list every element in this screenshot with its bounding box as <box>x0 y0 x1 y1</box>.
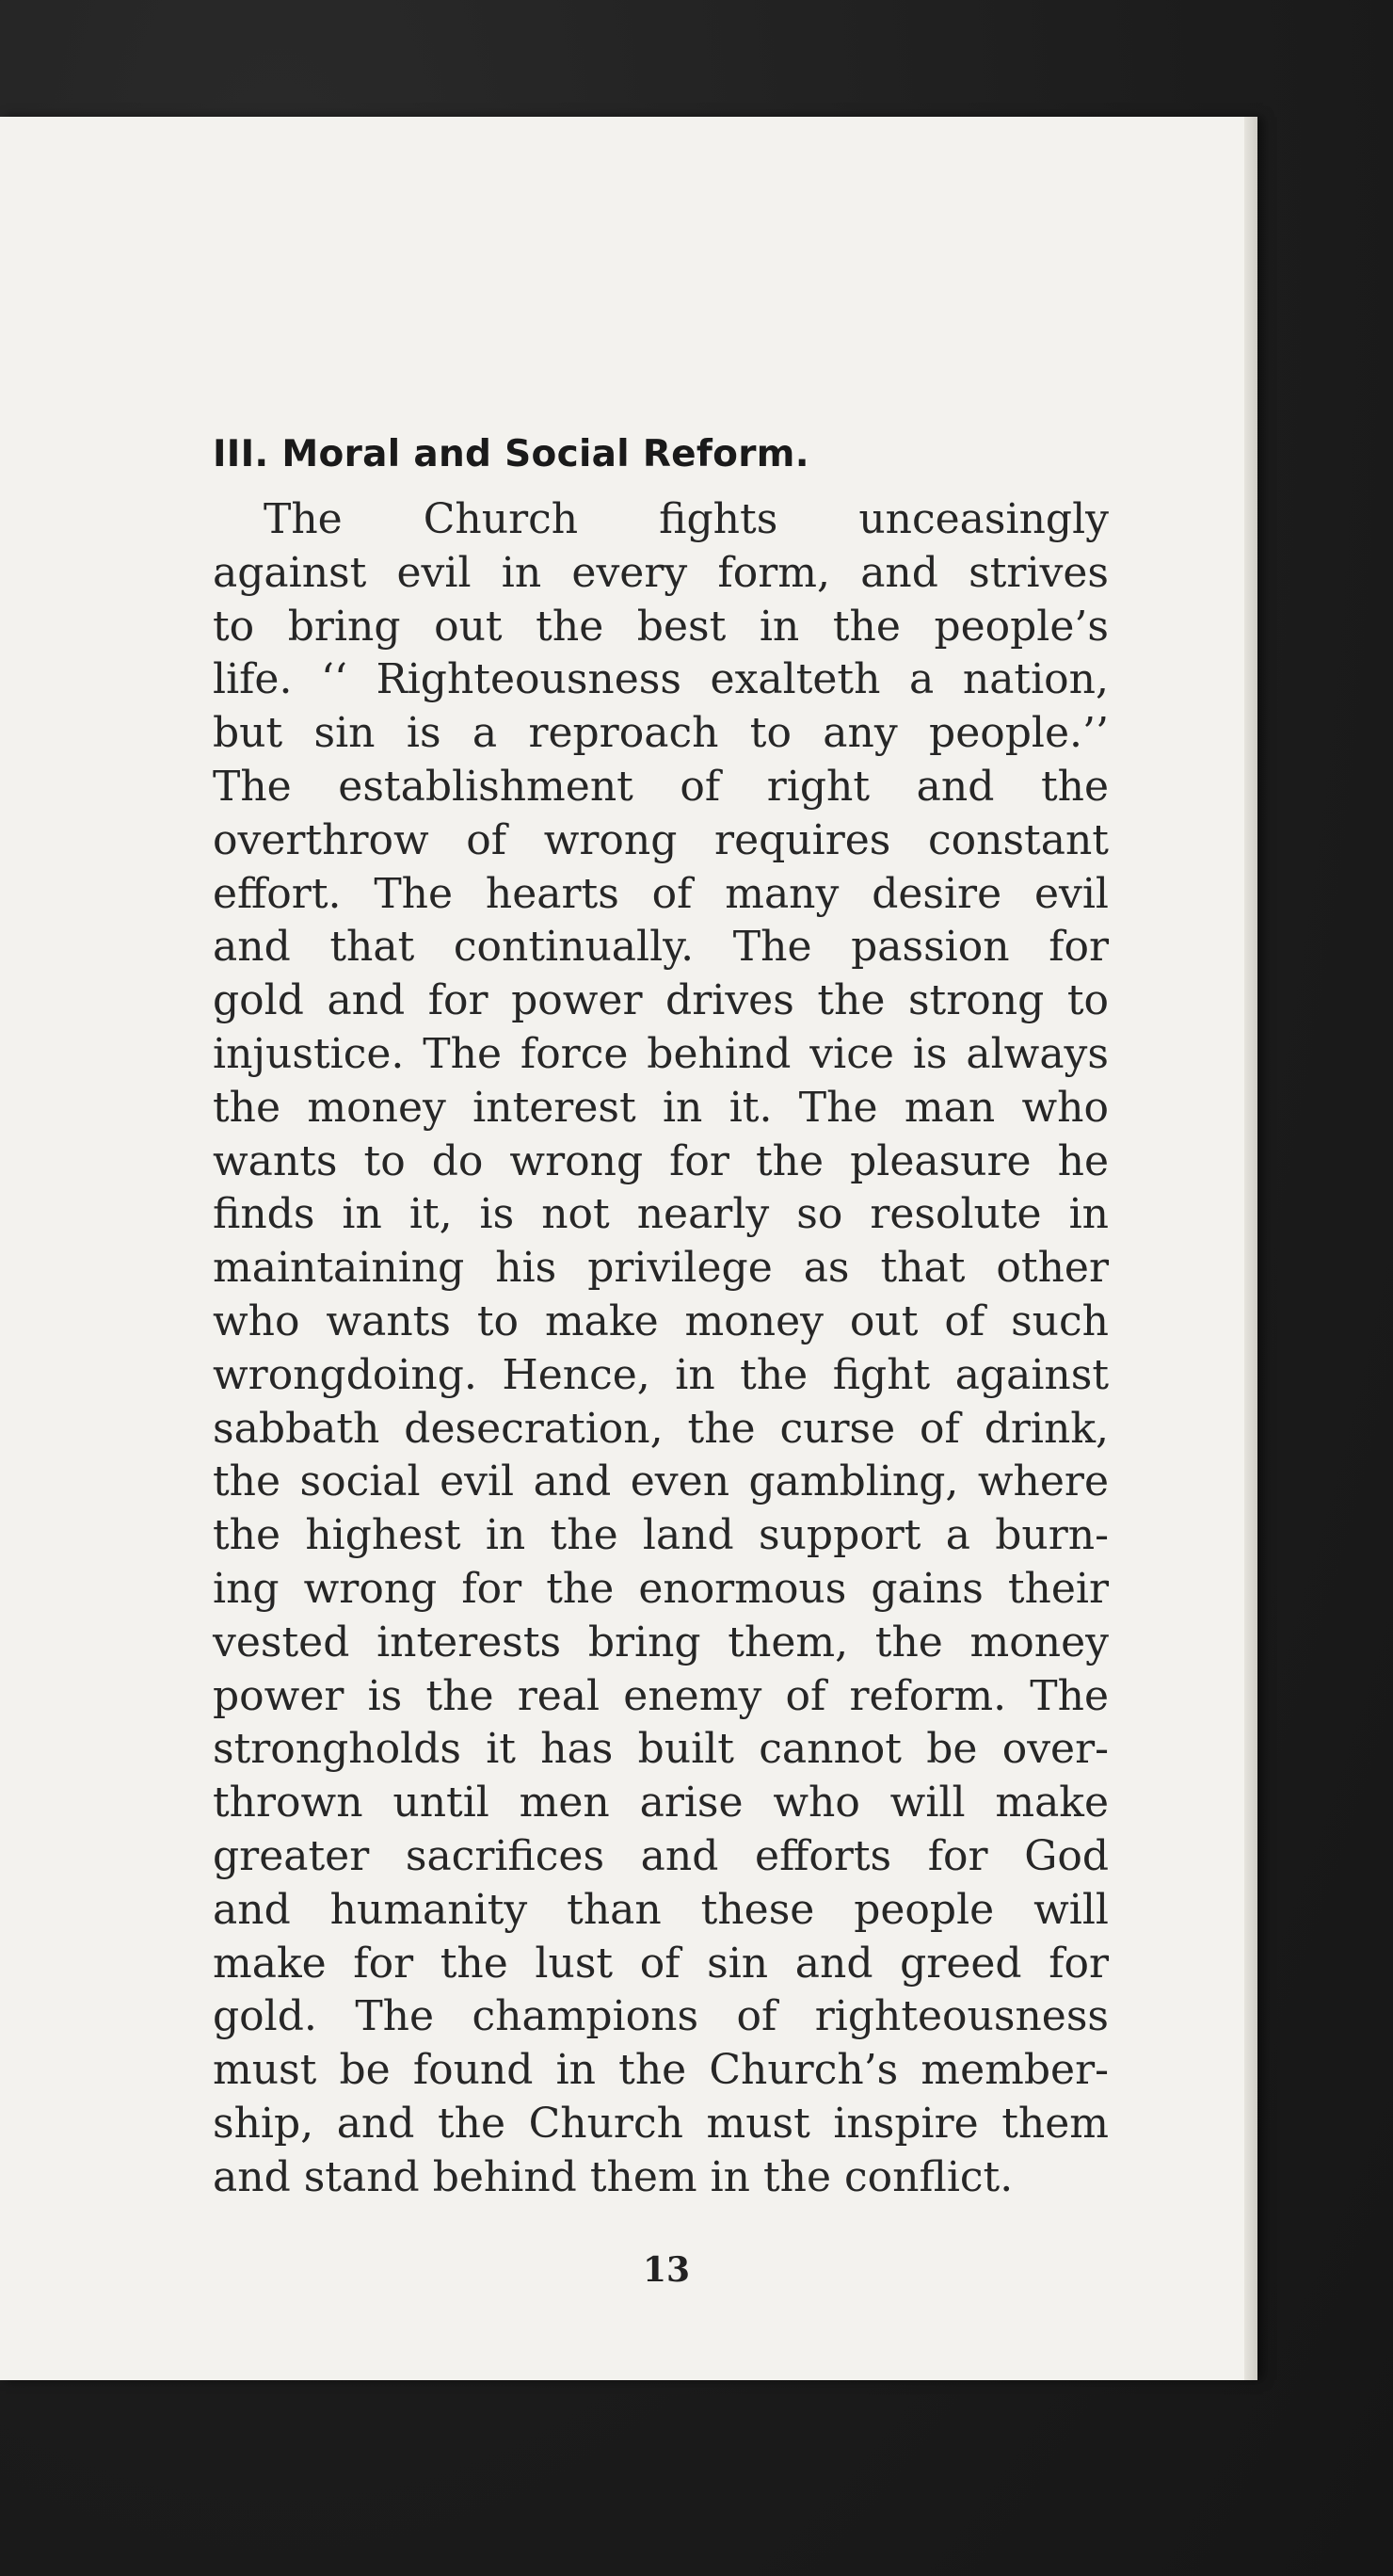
text-line: overthrow of wrong requires constant <box>213 815 1109 864</box>
text-line: and stand behind them in the conflict. <box>213 2152 1014 2201</box>
text-line: finds in it, is not nearly so resolute in <box>213 1190 1109 1239</box>
text-line: against evil in every form, and strives <box>213 548 1109 597</box>
section-heading: III. Moral and Social Reform. <box>213 433 809 475</box>
text-line: wrongdoing. Hence, in the fight against <box>213 1350 1109 1399</box>
text-line: wants to do wrong for the pleasure he <box>213 1136 1109 1185</box>
text-line: life. ‘‘ Righteousness exalteth a nation, <box>213 655 1109 704</box>
text-line: sabbath desecration, the curse of drink, <box>213 1404 1109 1453</box>
text-line: power is the real enemy of reform. The <box>213 1671 1109 1720</box>
text-line: gold and for power drives the strong to <box>213 976 1109 1025</box>
text-line: gold. The champions of righteousness <box>213 1992 1109 2041</box>
text-line: The establishment of right and the <box>213 762 1109 811</box>
text-line: make for the lust of sin and greed for <box>213 1939 1109 1988</box>
text-line: the money interest in it. The man who <box>213 1083 1109 1132</box>
text-line: must be found in the Church’s member- <box>213 2046 1109 2095</box>
text-line: ing wrong for the enormous gains their <box>213 1564 1109 1613</box>
text-line: effort. The hearts of many desire evil <box>213 869 1109 918</box>
text-line: but sin is a reproach to any people.’’ <box>213 709 1109 758</box>
text-line: and that continually. The passion for <box>213 923 1109 972</box>
text-line: ship, and the Church must inspire them <box>213 2099 1109 2148</box>
text-line: the highest in the land support a burn- <box>213 1511 1109 1560</box>
text-line: maintaining his privilege as that other <box>213 1244 1109 1293</box>
text-line: vested interests bring them, the money <box>213 1618 1109 1666</box>
text-line: The Church fights unceasingly <box>264 495 1109 543</box>
text-line: thrown until men arise who will make <box>213 1779 1109 1827</box>
text-line: and humanity than these people will <box>213 1885 1109 1934</box>
page-number: 13 <box>642 2250 691 2290</box>
text-line: the social evil and even gambling, where <box>213 1457 1109 1506</box>
page-edge <box>1244 117 1257 2380</box>
text-line: injustice. The force behind vice is always <box>213 1029 1109 1078</box>
text-line: to bring out the best in the people’s <box>213 602 1109 651</box>
text-line: strongholds it has built cannot be over- <box>213 1725 1109 1774</box>
text-line: greater sacrifices and efforts for God <box>213 1831 1109 1880</box>
text-line: who wants to make money out of such <box>213 1296 1109 1345</box>
book-page <box>0 117 1257 2380</box>
body-paragraph <box>213 493 1109 2205</box>
